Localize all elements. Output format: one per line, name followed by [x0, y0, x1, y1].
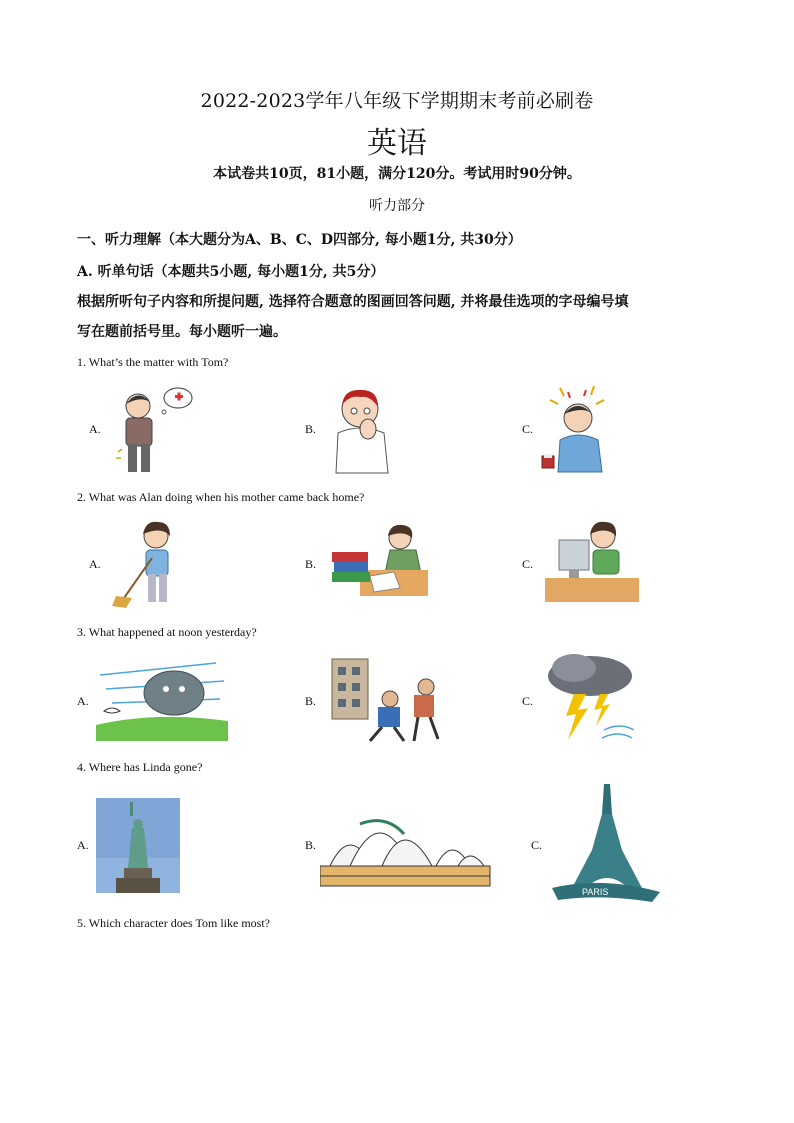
- subject-title: 英语: [367, 126, 427, 161]
- q3-option-a-label: A.: [77, 694, 89, 708]
- part-heading: 一、听力理解（本大题分为A、B、C、D四部分, 每小题1分, 共30分）: [77, 232, 522, 248]
- people-running-image: [330, 657, 440, 743]
- exam-info: 本试卷共10页，81小题，满分120分。考试用时90分钟。: [213, 166, 581, 182]
- question-1: 1. What’s the matter with Tom?: [77, 355, 229, 369]
- instruction-line-1: 根据所听句子内容和所提问题, 选择符合题意的图画回答问题, 并将最佳选项的字母编号填: [77, 294, 629, 310]
- sub-heading: A. 听单句话（本题共5小题, 每小题1分, 共5分）: [77, 264, 385, 280]
- q4-option-a-label: A.: [77, 838, 89, 852]
- sydney-opera-house-image: [320, 794, 500, 889]
- q1-option-c-label: C.: [522, 422, 534, 436]
- section-title: 听力部分: [369, 198, 425, 214]
- instruction-line-2: 写在题前括号里。每小题听一遍。: [77, 324, 287, 340]
- eiffel-tower-image: [552, 784, 662, 904]
- question-4: 4. Where has Linda gone?: [77, 760, 203, 774]
- q4-option-c-label: C.: [531, 838, 543, 852]
- crying-boy-image: [330, 385, 396, 475]
- q3-option-c-label: C.: [522, 694, 534, 708]
- stomachache-boy-image: [112, 382, 194, 478]
- headache-man-image: [540, 384, 618, 474]
- paris-label: PARIS: [582, 887, 609, 897]
- q4-option-b-label: B.: [305, 838, 317, 852]
- statue-of-liberty-image: [96, 798, 180, 893]
- question-3: 3. What happened at noon yesterday?: [77, 625, 257, 639]
- windstorm-image: [96, 655, 228, 741]
- question-5: 5. Which character does Tom like most?: [77, 916, 270, 930]
- sweeping-boy-image: [112, 518, 180, 610]
- q1-option-b-label: B.: [305, 422, 317, 436]
- homework-boy-image: [330, 522, 432, 602]
- computer-boy-image: [545, 518, 639, 604]
- q2-option-a-label: A.: [89, 557, 101, 571]
- q2-option-c-label: C.: [522, 557, 534, 571]
- exam-title: 2022-2023学年八年级下学期期末考前必刷卷: [200, 90, 594, 112]
- q1-option-a-label: A.: [89, 422, 101, 436]
- question-2: 2. What was Alan doing when his mother came back home?: [77, 490, 365, 504]
- q3-option-b-label: B.: [305, 694, 317, 708]
- thunderstorm-image: [544, 650, 634, 744]
- q2-option-b-label: B.: [305, 557, 317, 571]
